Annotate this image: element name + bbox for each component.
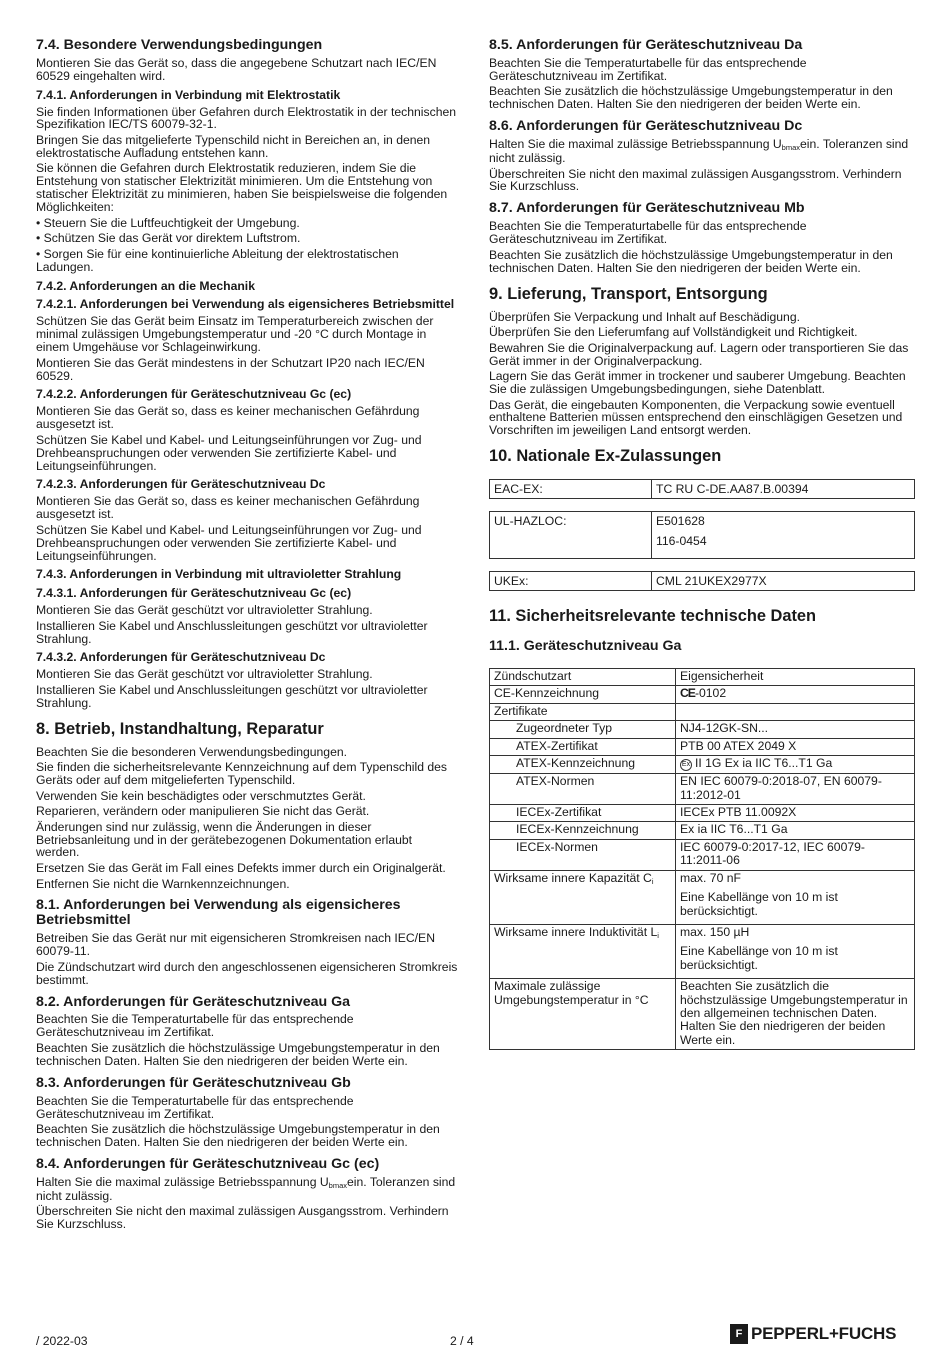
table-key: ATEX-Zertifikat — [490, 738, 676, 755]
paragraph: Montieren Sie das Gerät so, dass es keiner mechanischen Gefährdung ausgesetzt ist. — [36, 404, 420, 432]
text: Wirksame innere Kapazität C — [494, 870, 652, 885]
table-value — [676, 703, 915, 720]
heading-7-4: 7.4. Besondere Verwendungsbedingungen — [36, 37, 323, 53]
footer-date: / 2022-03 — [36, 1334, 88, 1348]
approval-value-line: 116-0454 — [656, 534, 707, 549]
heading-7-4-3: 7.4.3. Anforderungen in Verbindung mit ultravioletter Strahlung — [36, 567, 402, 582]
subscript: i — [651, 876, 654, 886]
paragraph: Entfernen Sie nicht die Warnkennzeichnungen. — [36, 876, 290, 891]
paragraph: Sie können die Gefahren durch Elektrostatik reduzieren, indem Sie die Entstehung von statischer Elektrizität minimieren. Um die Entstehung von statischer Elektrizität zu minimieren, haben Sie beispielsweise die folgenden Möglichkeiten: — [36, 161, 448, 215]
table-key: IECEx-Kennzeichnung — [490, 822, 676, 839]
table-row — [490, 924, 915, 978]
value-line: max. 70 nF — [680, 870, 741, 885]
section-7-4-3-1 — [36, 587, 458, 645]
text: ein. Toleranzen sind nicht zulässig. — [36, 1174, 456, 1203]
paragraph: Beachten Sie die Temperaturtabelle für das entsprechende Geräteschutzniveau im Zertifikat. — [36, 1012, 354, 1040]
section-7-4-3 — [36, 568, 458, 581]
table-value: Beachten Sie zusätzlich die höchstzulässige Umgebungstemperatur in den allgemeinen technischen Daten. Halten Sie den niedrigeren der beiden Werte ein. — [676, 979, 915, 1050]
table-value — [676, 870, 915, 924]
table-row — [490, 756, 915, 774]
brand-name: PEPPERL+FUCHS — [751, 1324, 897, 1343]
table-key: IECEx-Zertifikat — [490, 804, 676, 821]
table-row — [490, 822, 915, 839]
table-value: NJ4-12GK-SN... — [676, 721, 915, 738]
subscript: bmax — [781, 143, 800, 153]
heading-7-4-3-2: 7.4.3.2. Anforderungen für Geräteschutzniveau Dc — [36, 650, 326, 665]
paragraph: Beachten Sie die Temperaturtabelle für das entsprechende Geräteschutzniveau im Zertifikat. — [36, 1093, 354, 1121]
heading-8-2: 8.2. Anforderungen für Geräteschutzniveau Ga — [36, 993, 351, 1010]
brand-logo — [730, 1324, 896, 1344]
table-key: IECEx-Normen — [490, 839, 676, 870]
section-7-4-1 — [36, 89, 458, 274]
paragraph: Verwenden Sie kein beschädigtes oder verschmutztes Gerät. — [36, 788, 366, 803]
section-8-2 — [36, 995, 458, 1068]
value-note: Eine Kabellänge von 10 m ist berücksichtigt. — [680, 890, 838, 918]
table-key: CE-Kennzeichnung — [490, 686, 676, 703]
table-row — [490, 721, 915, 738]
paragraph: Montieren Sie das Gerät geschützt vor ultravioletter Strahlung. — [36, 603, 373, 618]
ex-hexagon-icon: Ex — [680, 759, 692, 771]
paragraph: Beachten Sie zusätzlich die höchstzulässige Umgebungstemperatur in den technischen Daten. Halten Sie den niedrigeren der beiden Werte ein. — [36, 1122, 440, 1149]
paragraph: Das Gerät, die eingebauten Komponenten, die Verpackung sowie eventuell enthaltene Batterien müssen entsprechend den einschlägigen Gesetzen und Vorschriften im jeweiligen Land entsorgt werden. — [489, 397, 903, 438]
section-8-1 — [36, 898, 458, 986]
heading-8-5: 8.5. Anforderungen für Geräteschutzniveau Da — [489, 37, 803, 53]
table-value — [676, 924, 915, 978]
paragraph: Betreiben Sie das Gerät nur mit eigensicheren Stromkreisen nach IEC/EN 60079-11. — [36, 931, 435, 959]
section-10 — [489, 447, 915, 591]
paragraph: Schützen Sie Kabel und Kabel- und Leitungseinführungen vor Zug- und Drehbeanspruchungen oder verwenden Sie zertifizierte Kabel- und Leitungseinführungen. — [36, 522, 422, 563]
paragraph: Beachten Sie zusätzlich die höchstzulässige Umgebungstemperatur in den technischen Daten. Halten Sie den niedrigeren der beiden Werte ein. — [36, 1040, 440, 1068]
ce-mark-icon: CE — [680, 686, 695, 701]
paragraph: Bewahren Sie die Originalverpackung auf. Lagern oder transportieren Sie das Gerät immer in der Originalverpackung. — [489, 340, 909, 368]
approval-value-line: E501628 — [656, 514, 705, 529]
approval-value: CML 21UKEX2977X — [656, 574, 767, 589]
table-key: Zertifikate — [490, 703, 676, 720]
heading-8-6: 8.6. Anforderungen für Geräteschutzniveau Dc — [489, 118, 803, 135]
paragraph: Änderungen sind nur zulässig, wenn die Änderungen in dieser Betriebsanleitung und in der gerätebezogenen Dokumentation erlaubt werden. — [36, 819, 413, 860]
approval-value: TC RU C-DE.AA87.B.00394 — [656, 482, 809, 497]
table-row — [490, 870, 915, 924]
table-value: IECEx PTB 11.0092X — [676, 804, 915, 821]
table-row — [490, 686, 915, 703]
approval-ul — [489, 511, 915, 559]
table-value — [676, 756, 915, 774]
paragraph — [36, 1176, 458, 1203]
paragraph: Montieren Sie das Gerät geschützt vor ultravioletter Strahlung. — [36, 667, 373, 682]
bullet-item: • Schützen Sie das Gerät vor direktem Luftstrom. — [36, 231, 301, 246]
paragraph: Beachten Sie die Temperaturtabelle für das entsprechende Geräteschutzniveau im Zertifikat. — [489, 219, 807, 247]
text: ein. Toleranzen sind nicht zulässig. — [489, 137, 909, 166]
atex-marking: II 1G Ex ia IIC T6...T1 Ga — [695, 756, 833, 771]
paragraph: Schützen Sie Kabel und Kabel- und Leitungseinführungen vor Zug- und Drehbeanspruchungen oder verwenden Sie zertifizierte Kabel- und Leitungseinführungen. — [36, 432, 422, 473]
paragraph: Die Zündschutzart wird durch den angeschlossenen eigensicheren Stromkreis bestimmt. — [36, 959, 458, 987]
section-8-5 — [489, 38, 915, 111]
paragraph: Bringen Sie das mitgelieferte Typenschild nicht in Bereichen an, in denen elektrostatische Aufladung entstehen kann. — [36, 133, 431, 160]
paragraph: Überprüfen Sie Verpackung und Inhalt auf Beschädigung. — [489, 309, 801, 324]
paragraph: Sie finden Informationen über Gefahren durch Elektrostatik in der technischen Spezifikation IEC/TS 60079-32-1. — [36, 104, 457, 132]
table-row — [490, 774, 915, 805]
heading-8-4: 8.4. Anforderungen für Geräteschutzniveau Gc (ec) — [36, 1155, 380, 1172]
section-7-4-2-2 — [36, 388, 458, 472]
table-row — [490, 979, 915, 1050]
value-note: Eine Kabellänge von 10 m ist berücksichtigt. — [680, 944, 838, 972]
table-value: PTB 00 ATEX 2049 X — [676, 738, 915, 755]
table-value: IEC 60079-0:2017-12, IEC 60079-11:2011-06 — [676, 839, 915, 870]
approval-label: EAC-EX: — [490, 480, 652, 498]
heading-8-3: 8.3. Anforderungen für Geräteschutzniveau Gb — [36, 1074, 351, 1091]
paragraph: Lagern Sie das Gerät immer in trockener und sauberer Umgebung. Beachten Sie die zulässigen Umgebungsbedingungen, siehe Datenblatt. — [489, 369, 906, 397]
page-number: 2 / 4 — [450, 1334, 474, 1348]
right-column — [489, 36, 915, 1056]
heading-7-4-1: 7.4.1. Anforderungen in Verbindung mit Elektrostatik — [36, 87, 341, 102]
approval-label: UKEx: — [490, 572, 652, 590]
paragraph: Installieren Sie Kabel und Anschlussleitungen geschützt vor ultravioletter Strahlung. — [36, 682, 428, 710]
subscript: i — [657, 930, 659, 940]
section-8-6 — [489, 119, 915, 193]
table-row — [490, 804, 915, 821]
paragraph: Sie finden die sicherheitsrelevante Kennzeichnung auf dem Typenschild des Geräts oder auf dem mitgelieferten Typenschild. — [36, 760, 448, 788]
paragraph: Reparieren, verändern oder manipulieren Sie nicht das Gerät. — [36, 804, 370, 819]
paragraph: Überprüfen Sie den Lieferumfang auf Vollständigkeit und Richtigkeit. — [489, 325, 858, 340]
table-key: Maximale zulässige Umgebungstemperatur in °C — [490, 979, 676, 1050]
table-row — [490, 839, 915, 870]
table-value: Eigensicherheit — [676, 669, 915, 686]
heading-11: 11. Sicherheitsrelevante technische Daten — [489, 607, 817, 626]
approval-value — [652, 512, 914, 558]
technical-data-table — [489, 668, 915, 1050]
heading-7-4-2-3: 7.4.2.3. Anforderungen für Geräteschutzniveau Dc — [36, 477, 326, 492]
paragraph — [489, 138, 915, 165]
heading-8: 8. Betrieb, Instandhaltung, Reparatur — [36, 719, 324, 738]
value-line: max. 150 µH — [680, 924, 750, 939]
paragraph: Überschreiten Sie nicht den maximal zulässigen Ausgangsstrom. Verhindern Sie Kurzschluss. — [36, 1204, 449, 1232]
table-value — [676, 686, 915, 703]
section-7-4 — [36, 38, 458, 83]
section-7-4-3-2 — [36, 651, 458, 709]
section-8 — [36, 720, 458, 891]
paragraph: Beachten Sie zusätzlich die höchstzulässige Umgebungstemperatur in den technischen Daten. Halten Sie den niedrigeren der beiden Werte ein. — [489, 247, 893, 275]
table-value: EN IEC 60079-0:2018-07, EN 60079-11:2012-01 — [676, 774, 915, 805]
approval-label: UL-HAZLOC: — [490, 512, 652, 558]
approval-ukex — [489, 571, 915, 591]
brand-mark-icon: F — [730, 1324, 748, 1344]
table-row — [490, 703, 915, 720]
paragraph: Beachten Sie die besonderen Verwendungsbedingungen. — [36, 744, 348, 759]
text: Halten Sie die maximal zulässige Betriebsspannung U — [489, 137, 782, 152]
table-value: Ex ia IIC T6...T1 Ga — [676, 822, 915, 839]
paragraph: Ersetzen Sie das Gerät im Fall eines Defekts immer durch ein Originalgerät. — [36, 861, 446, 875]
table-key: ATEX-Kennzeichnung — [490, 756, 676, 774]
table-row — [490, 738, 915, 755]
section-8-4 — [36, 1157, 458, 1231]
table-key — [490, 870, 676, 924]
paragraph: Beachten Sie die Temperaturtabelle für das entsprechende Geräteschutzniveau im Zertifikat. — [489, 55, 807, 83]
heading-7-4-2-2: 7.4.2.2. Anforderungen für Geräteschutzniveau Gc (ec) — [36, 387, 352, 402]
paragraph: Überschreiten Sie nicht den maximal zulässigen Ausgangsstrom. Verhindern Sie Kurzschluss. — [489, 166, 902, 194]
paragraph: Schützen Sie das Gerät beim Einsatz im Temperaturbereich zwischen der minimal zulässigen Umgebungstemperatur und -20 °C durch Montage in einem Umgehäuse vor Schlageinwirkung. — [36, 314, 434, 355]
subscript: bmax — [328, 1180, 347, 1190]
section-8-7 — [489, 201, 915, 274]
table-key — [490, 924, 676, 978]
table-key: ATEX-Normen — [490, 774, 676, 805]
table-row — [490, 669, 915, 686]
section-7-4-2-1 — [36, 298, 458, 382]
heading-7-4-3-1: 7.4.3.1. Anforderungen für Geräteschutzniveau Gc (ec) — [36, 586, 352, 601]
table-key: Zündschutzart — [490, 669, 676, 686]
paragraph: Montieren Sie das Gerät mindestens in der Schutzart IP20 nach IEC/EN 60529. — [36, 355, 425, 383]
heading-7-4-2-1: 7.4.2.1. Anforderungen bei Verwendung als eigensicheres Betriebsmittel — [36, 297, 455, 312]
heading-7-4-2: 7.4.2. Anforderungen an die Mechanik — [36, 278, 255, 293]
paragraph: Montieren Sie das Gerät so, dass die angegebene Schutzart nach IEC/EN 60529 eingehalten wird. — [36, 55, 437, 83]
ce-number: -0102 — [694, 686, 727, 701]
bullet-item: • Steuern Sie die Luftfeuchtigkeit der Umgebung. — [36, 215, 300, 230]
heading-8-7: 8.7. Anforderungen für Geräteschutzniveau Mb — [489, 200, 805, 217]
section-8-3 — [36, 1076, 458, 1149]
section-7-4-2-3 — [36, 478, 458, 562]
table-key: Zugeordneter Typ — [490, 721, 676, 738]
paragraph: Installieren Sie Kabel und Anschlussleitungen geschützt vor ultravioletter Strahlung. — [36, 618, 428, 646]
paragraph: Beachten Sie zusätzlich die höchstzulässige Umgebungstemperatur in den technischen Daten. Halten Sie den niedrigeren der beiden Werte ein. — [489, 84, 893, 112]
heading-9: 9. Lieferung, Transport, Entsorgung — [489, 284, 768, 303]
heading-10: 10. Nationale Ex-Zulassungen — [489, 447, 722, 466]
bullet-item: • Sorgen Sie für eine kontinuierliche Ableitung der elektrostatischen Ladungen. — [36, 246, 399, 274]
approval-eac — [489, 479, 915, 499]
text: Wirksame innere Induktivität L — [494, 924, 658, 939]
heading-8-1: 8.1. Anforderungen bei Verwendung als eigensicheres Betriebsmittel — [36, 897, 401, 929]
left-column — [36, 36, 458, 1237]
section-7-4-2 — [36, 280, 458, 293]
text: Halten Sie die maximal zulässige Betriebsspannung U — [36, 1174, 329, 1189]
section-11 — [489, 607, 915, 1050]
paragraph: Montieren Sie das Gerät so, dass es keiner mechanischen Gefährdung ausgesetzt ist. — [36, 494, 420, 522]
heading-11-1: 11.1. Geräteschutzniveau Ga — [489, 638, 682, 655]
section-9 — [489, 285, 915, 438]
